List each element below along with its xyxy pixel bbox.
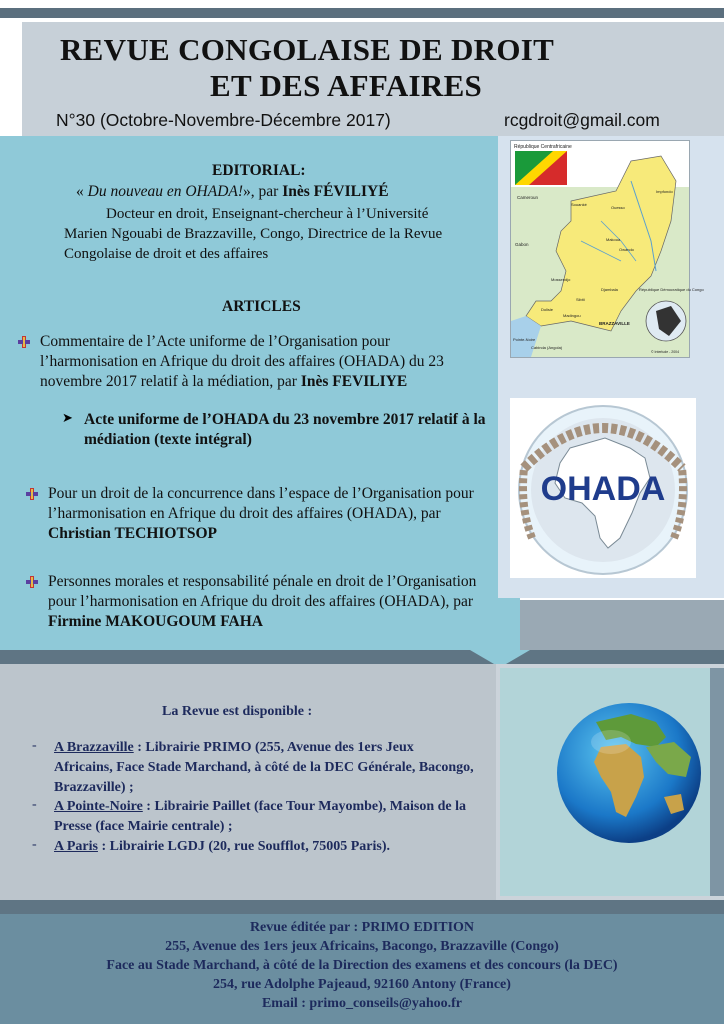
svg-text:Sibiti: Sibiti (576, 297, 585, 302)
svg-text:République Démocratique du Con: République Démocratique du Congo (639, 287, 704, 292)
availability-location: A Pointe-Noire : Librairie Paillet (face Tour Mayombe), Maison de la Presse (face Mairie centrale) ; (54, 799, 467, 834)
svg-text:Pointe-Noire: Pointe-Noire (513, 337, 536, 342)
list-dash: - (32, 738, 37, 753)
svg-text:BRAZZAVILLE: BRAZZAVILLE (599, 321, 630, 326)
list-dash: - (32, 837, 37, 852)
article-author: Inès FEVILIYE (300, 373, 408, 390)
svg-text:© Interlude - 2004: © Interlude - 2004 (651, 350, 680, 354)
footer-address-detail: Face au Stade Marchand, à côté de la Direction des examens et des concours (la DEC) (106, 958, 618, 973)
list-dash: - (32, 797, 37, 812)
svg-text:Makoua: Makoua (606, 237, 621, 242)
footer-address-brazzaville: 255, Avenue des 1ers jeux Africains, Bacongo, Brazzaville (Congo) (165, 939, 559, 954)
availability-location: A Brazzaville : Librairie PRIMO (255, Avenue des 1ers Jeux Africains, Face Stade Marchand, à côté de la DEC Générale, Bacongo, Brazzaville) ; (54, 740, 474, 795)
location-city: A Pointe-Noire (54, 799, 143, 814)
svg-text:Owando: Owando (619, 247, 634, 252)
congo-flag-icon (515, 151, 567, 185)
globe-icon (556, 702, 702, 844)
location-city: A Paris (54, 839, 98, 854)
section-divider (0, 650, 724, 664)
cross-bullet-icon (26, 576, 38, 588)
issue-number: N°30 (Octobre-Novembre-Décembre 2017) (56, 110, 391, 130)
svg-text:Cabinda (Angola): Cabinda (Angola) (531, 345, 563, 350)
availability-location: A Paris : Librairie LGDJ (20, rue Soufflot, 75005 Paris). (54, 839, 390, 854)
contact-email: rcgdroit@gmail.com (504, 110, 660, 130)
editorial-title: Du nouveau en OHADA! (87, 183, 244, 200)
svg-text:Madingou: Madingou (563, 313, 581, 318)
map-label: République Centrafricaine (514, 144, 572, 150)
right-panel-footer (520, 600, 724, 650)
article-author: Christian TECHIOTSOP (48, 525, 217, 542)
svg-text:Dolisie: Dolisie (541, 307, 554, 312)
cross-bullet-icon (18, 336, 30, 348)
editorial-author-desc-line3: Congolaise de droit et des affaires (64, 246, 269, 262)
header-banner (22, 22, 724, 136)
editorial-heading: EDITORIAL: (212, 162, 306, 179)
article-item: Personnes morales et responsabilité pénale en droit de l’Organisation pour l’harmonisation en Afrique du droit des affaires (OHADA), par Firmine MAKOUGOUM FAHA (48, 573, 477, 630)
svg-text:Ouesso: Ouesso (611, 205, 625, 210)
svg-text:Gabon: Gabon (515, 242, 529, 247)
editorial-author-desc-line2: Marien Ngouabi de Brazzaville, Congo, Directrice de la Revue (64, 226, 443, 242)
journal-title-line2: ET DES AFFAIRES (210, 68, 483, 103)
cross-bullet-icon (26, 488, 38, 500)
article-item: Commentaire de l’Acte uniforme de l’Organisation pour l’harmonisation en Afrique du droit des affaires (OHADA) du 23 novembre 2017 relatif à la médiation, par Inès FEVILIYE (40, 333, 444, 390)
congo-map (510, 140, 704, 358)
svg-text:Djambala: Djambala (601, 287, 618, 292)
journal-title-line1: REVUE CONGOLAISE DE DROIT (60, 32, 555, 67)
articles-heading: ARTICLES (222, 298, 301, 315)
svg-text:Mossendjo: Mossendjo (551, 277, 571, 282)
top-strip (0, 0, 724, 22)
ohada-logo-text: OHADA (540, 470, 666, 508)
footer-email: Email : primo_conseils@yahoo.fr (261, 996, 463, 1011)
footer-address-france: 254, rue Adolphe Pajeaud, 92160 Antony (France) (213, 977, 511, 992)
arrow-bullet-icon: ➤ (62, 410, 73, 425)
editorial-author-desc-line1: Docteur en droit, Enseignant-chercheur à l’Université (106, 206, 429, 222)
ohada-logo (510, 398, 696, 578)
footer-publisher: Revue éditée par : PRIMO EDITION (249, 920, 475, 935)
globe-panel-shadow (710, 668, 724, 896)
editorial-author: Inès FÉVILIYÉ (282, 183, 389, 200)
editorial-quote: « Du nouveau en OHADA!», par Inès FÉVILIYÉ (76, 183, 389, 200)
availability-heading: La Revue est disponible : (162, 704, 313, 719)
article-author: Firmine MAKOUGOUM FAHA (48, 613, 263, 630)
article-subitem: Acte uniforme de l’OHADA du 23 novembre 2017 relatif à la médiation (texte intégral) (84, 411, 486, 448)
svg-text:Cameroun: Cameroun (517, 195, 539, 200)
location-city: A Brazzaville (54, 740, 134, 755)
svg-text:Souanké: Souanké (571, 202, 587, 207)
article-item: Pour un droit de la concurrence dans l’espace de l’Organisation pour l’harmonisation en Afrique du droit des affaires (OHADA), par Christian TECHIOTSOP (48, 485, 474, 542)
footer-divider (0, 900, 724, 914)
svg-text:Impfondo: Impfondo (656, 189, 673, 194)
